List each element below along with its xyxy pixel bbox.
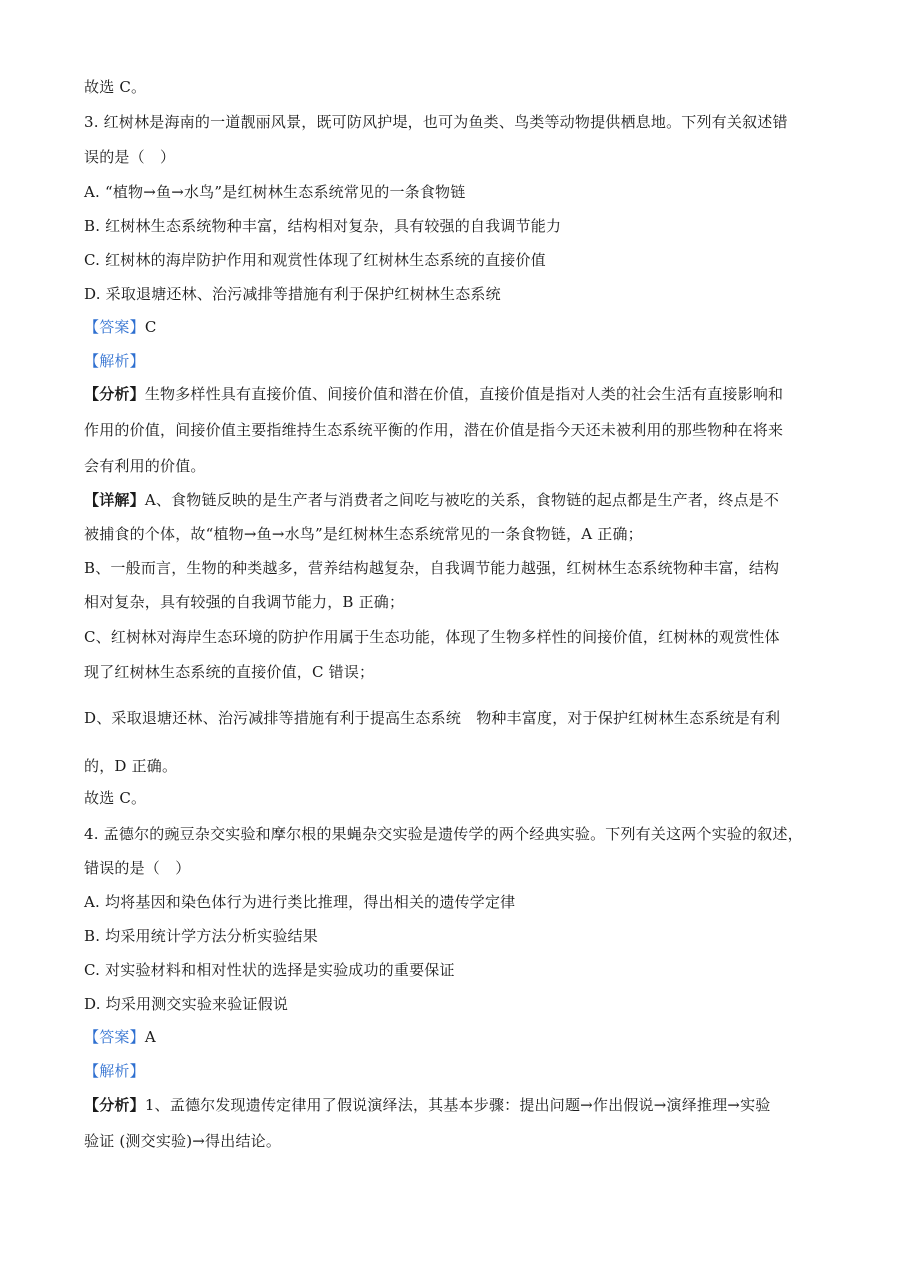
text-line: 故选 C。 <box>84 789 147 807</box>
analysis-line: 【分析】1、孟德尔发现遗传定律用了假说演绎法，其基本步骤：提出问题→作出假说→演绎推理→实验 <box>84 1096 771 1114</box>
option-a: A. “植物→鱼→水鸟”是红树林生态系统常见的一条食物链 <box>84 183 466 201</box>
question-3-stem-cont: 误的是（ ） <box>84 148 176 166</box>
text-line: 故选 C。 <box>84 78 147 96</box>
detail-line: 【详解】A、食物链反映的是生产者与消费者之间吃与被吃的关系，食物链的起点都是生产者，终点是不 <box>84 491 780 509</box>
option-d: D. 均采用测交实验来验证假说 <box>84 995 289 1013</box>
option-c: C. 对实验材料和相对性状的选择是实验成功的重要保证 <box>84 961 455 979</box>
option-b: B. 均采用统计学方法分析实验结果 <box>84 927 318 945</box>
text-line: 现了红树林生态系统的直接价值，C 错误； <box>84 663 375 681</box>
option-a: A. 均将基因和染色体行为进行类比推理，得出相关的遗传学定律 <box>84 893 516 911</box>
option-d: D. 采取退塘还林、治污减排等措施有利于保护红树林生态系统 <box>84 285 501 303</box>
text-line: B、一般而言，生物的种类越多，营养结构越复杂，自我调节能力越强，红树林生态系统物种丰富，结构 <box>84 559 780 577</box>
text-line: 验证 (测交实验)→得出结论。 <box>84 1132 282 1150</box>
answer-line: 【答案】C <box>84 318 157 336</box>
explanation-heading <box>84 351 825 371</box>
option-b: B. 红树林生态系统物种丰富，结构相对复杂，具有较强的自我调节能力 <box>84 217 562 235</box>
explanation-tag: 【解析】 <box>84 1062 145 1080</box>
answer-line: 【答案】A <box>84 1028 156 1046</box>
text-line: D、采取退塘还林、治污减排等措施有利于提高生态系统 物种丰富度，对于保护红树林生态系统是有利 <box>84 709 781 727</box>
answer-tag: 【答案】 <box>84 1028 145 1046</box>
analysis-line: 【分析】生物多样性具有直接价值、间接价值和潜在价值，直接价值是指对人类的社会生活有直接影响和 <box>84 385 784 403</box>
explanation-heading <box>84 1061 825 1081</box>
option-c: C. 红树林的海岸防护作用和观赏性体现了红树林生态系统的直接价值 <box>84 251 546 269</box>
text-line: 会有利用的价值。 <box>84 457 206 475</box>
analysis-tag: 【分析】 <box>84 1096 145 1114</box>
question-3-stem: 3. 红树林是海南的一道靓丽风景，既可防风护堤，也可为鱼类、鸟类等动物提供栖息地。下列有关叙述错 <box>84 113 788 131</box>
detail-tag: 【详解】 <box>84 491 145 509</box>
text-line: 作用的价值，间接价值主要指维持生态系统平衡的作用，潜在价值是指今天还未被利用的那些物种在将来 <box>84 421 784 439</box>
text-line: 被捕食的个体，故“植物→鱼→水鸟”是红树林生态系统常见的一条食物链，A 正确； <box>84 525 643 543</box>
question-4-stem: 4. 孟德尔的豌豆杂交实验和摩尔根的果蝇杂交实验是遗传学的两个经典实验。下列有关这两个实验的叙述， <box>84 825 803 843</box>
analysis-tag: 【分析】 <box>84 385 145 403</box>
text-line: 的，D 正确。 <box>84 757 178 775</box>
question-4-stem-cont: 错误的是（ ） <box>84 859 191 877</box>
answer-tag: 【答案】 <box>84 318 145 336</box>
explanation-tag: 【解析】 <box>84 352 145 370</box>
text-line: 相对复杂，具有较强的自我调节能力，B 正确； <box>84 593 405 611</box>
text-line: C、红树林对海岸生态环境的防护作用属于生态功能，体现了生物多样性的间接价值，红树林的观赏性体 <box>84 628 780 646</box>
